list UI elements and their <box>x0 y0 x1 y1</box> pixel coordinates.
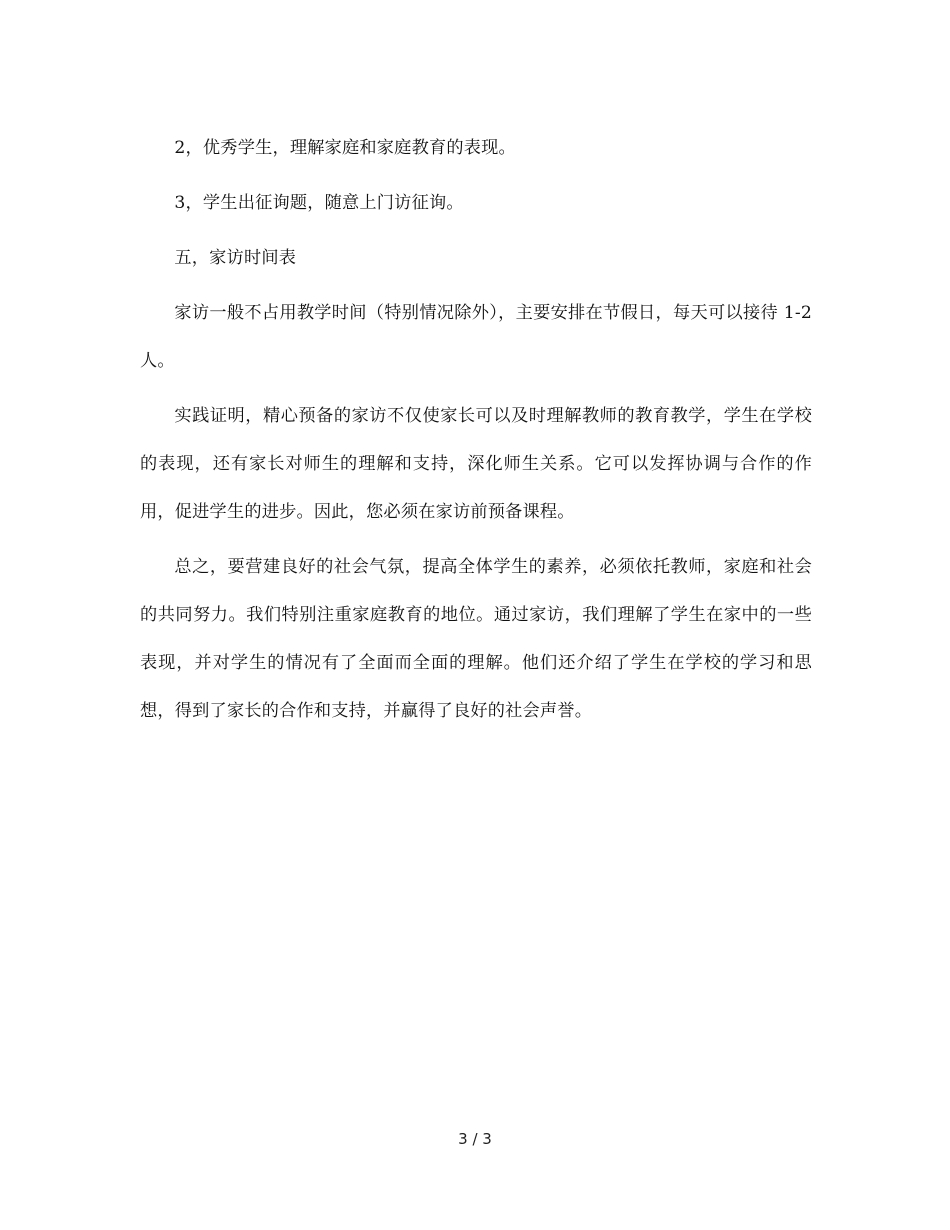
section-heading-home-visit-schedule: 五，家访时间表 <box>174 248 297 268</box>
document-body <box>140 124 812 742</box>
page-number: 3 / 3 <box>458 1130 492 1148</box>
paragraph-conclusion: 总之，要营建良好的社会气氛，提高全体学生的素养，必须依托教师，家庭和社会的共同努力。我们特别注重家庭教育的地位。通过家访，我们理解了学生在家中的一些表现，并对学生的情况有了全面而全面的理解。他们还介绍了学生在学校的学习和思想，得到了家长的合作和支持，并赢得了良好的社会声誉。 <box>140 557 812 721</box>
paragraph-item-2: 2，优秀学生，理解家庭和家庭教育的表现。 <box>174 138 516 158</box>
paragraph-visit-time: 家访一般不占用教学时间（特别情况除外），主要安排在节假日，每天可以接待 1-2 人。 <box>140 303 812 371</box>
paragraph-practice-proof: 实践证明，精心预备的家访不仅使家长可以及时理解教师的教育教学，学生在学校的表现，还有家长对师生的理解和支持，深化师生关系。它可以发挥协调与合作的作用，促进学生的进步。因此，您必须在家访前预备课程。 <box>140 406 812 522</box>
paragraph-item-3: 3，学生出征询题，随意上门访征询。 <box>174 193 464 213</box>
